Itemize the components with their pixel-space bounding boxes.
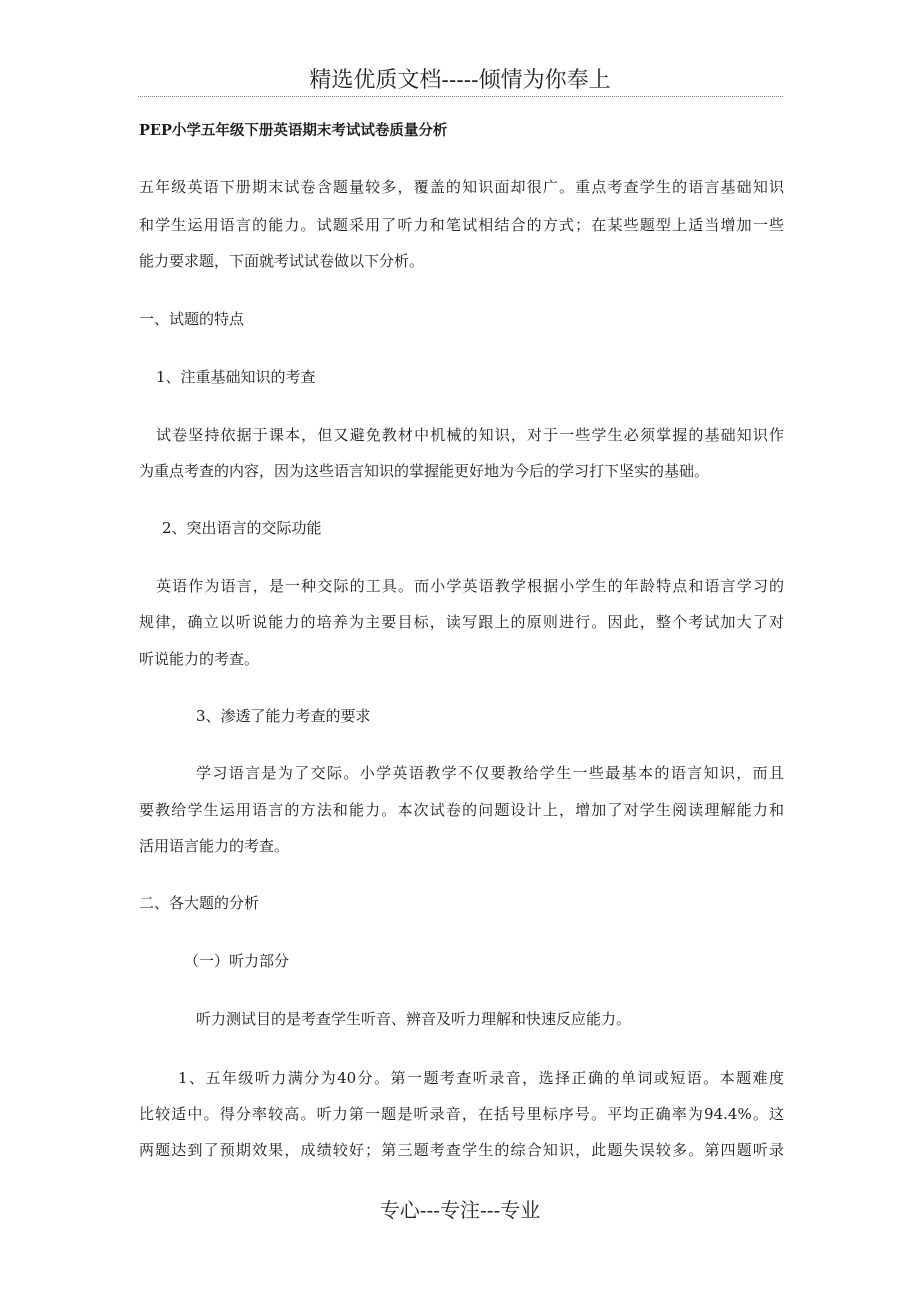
subsection-heading-2: 2、突出语言的交际功能 (162, 519, 322, 537)
paragraph-4: 听力测试目的是考查学生听音、辨音及听力理解和快速反应能力。 (196, 1010, 632, 1028)
paragraph-5-line-3: 两题达到了预期效果，成绩较好；第三题考查学生的综合知识，此题失误较多。第四题听录 (139, 1141, 784, 1159)
section-heading-2: 二、各大题的分析 (139, 894, 260, 912)
header-divider (138, 96, 783, 97)
paragraph-3-line-1: 学习语言是为了交际。小学英语教学不仅要教给学生一些最基本的语言知识，而且 (196, 764, 784, 782)
paragraph-2-line-2: 规律，确立以听说能力的培养为主要目标，读写跟上的原则进行。因此，整个考试加大了对 (139, 613, 784, 631)
paragraph-2-line-3: 听说能力的考查。 (139, 650, 260, 668)
page-header: 精选优质文档-----倾情为你奉上 (309, 68, 611, 93)
paragraph-5-line-1: 1、五年级听力满分为40分。第一题考查听录音，选择正确的单词或短语。本题难度 (178, 1069, 784, 1087)
subsection-heading-1: 1、注重基础知识的考查 (156, 368, 316, 386)
intro-line-1: 五年级英语下册期末试卷含题量较多，覆盖的知识面却很广。重点考查学生的语言基础知识 (139, 178, 784, 196)
intro-line-2: 和学生运用语言的能力。试题采用了听力和笔试相结合的方式；在某些题型上适当增加一些 (139, 216, 784, 234)
section-heading-1: 一、试题的特点 (139, 310, 245, 328)
paragraph-1-line-1: 试卷坚持依据于课本，但又避免教材中机械的知识，对于一些学生必须掌握的基础知识作 (156, 426, 784, 444)
paragraph-1-line-2: 为重点考查的内容，因为这些语言知识的掌握能更好地为今后的学习打下坚实的基础。 (139, 462, 710, 480)
paragraph-2-line-1: 英语作为语言，是一种交际的工具。而小学英语教学根据小学生的年龄特点和语言学习的 (156, 577, 784, 595)
paragraph-3-line-2: 要教给学生运用语言的方法和能力。本次试卷的问题设计上，增加了对学生阅读理解能力和 (139, 801, 784, 819)
subsection-heading-3: 3、渗透了能力考查的要求 (196, 707, 371, 725)
intro-line-3: 能力要求题，下面就考试试卷做以下分析。 (139, 252, 425, 270)
paragraph-3-line-3: 活用语言能力的考查。 (139, 837, 290, 855)
page-footer: 专心---专注---专业 (379, 1198, 541, 1222)
document-title: PEP小学五年级下册英语期末考试试卷质量分析 (139, 122, 448, 139)
paragraph-5-line-2: 比较适中。得分率较高。听力第一题是听录音，在括号里标序号。平均正确率为94.4%。这 (139, 1105, 784, 1123)
subsection-heading-4: （一）听力部分 (184, 952, 290, 970)
